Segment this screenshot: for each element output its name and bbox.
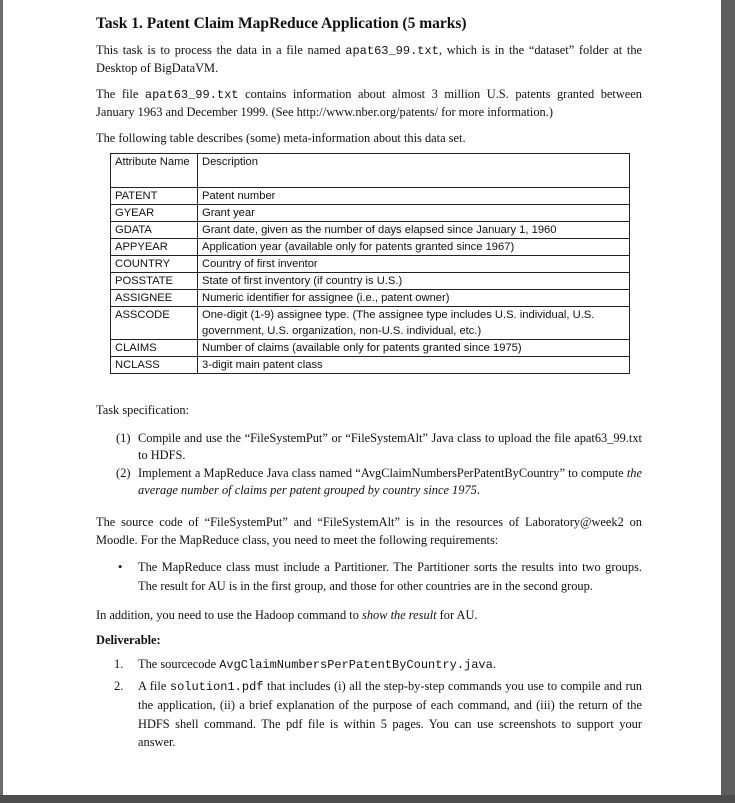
table-cell-attr: POSSTATE xyxy=(111,273,198,290)
intro-p2-filename: apat63_99.txt xyxy=(144,88,239,102)
list-item-number: (1) xyxy=(116,431,131,445)
header-attribute-name: Attribute Name xyxy=(111,154,198,188)
bullet-icon: • xyxy=(118,560,123,574)
table-cell-desc: Country of first inventor xyxy=(198,256,630,273)
requirement-text: The MapReduce class must include a Partitioner. The Partitioner sorts the results into two groups. The result for AU is in the first group, and those for other countries are in the second group. xyxy=(138,560,642,593)
document-page xyxy=(96,14,642,754)
table-row xyxy=(111,273,630,290)
table-row xyxy=(111,256,630,273)
list-item xyxy=(96,655,642,675)
table-row xyxy=(111,222,630,239)
intro-p2-text-b: contains information about almost 3 million U.S. patents granted between January 1963 and December 1999. (See http://www.nber.org/patents/ for more information.) xyxy=(96,87,642,119)
table-cell-attr: APPYEAR xyxy=(111,239,198,256)
table-row xyxy=(111,188,630,205)
table-cell-attr: CLAIMS xyxy=(111,340,198,357)
table-row xyxy=(111,340,630,357)
deliverable-heading: Deliverable: xyxy=(96,633,161,647)
intro-paragraph-1 xyxy=(96,42,642,77)
source-paragraph: The source code of “FileSystemPut” and “FileSystemAlt” is in the resources of Laboratory@week2 on Moodle. For the MapReduce class, you need to meet the following requirements: xyxy=(96,515,642,547)
meta-table xyxy=(110,153,630,374)
table-cell-attr: COUNTRY xyxy=(111,256,198,273)
addition-text-a: In addition, you need to use the Hadoop command to xyxy=(96,608,362,622)
task-title: Task 1. Patent Claim MapReduce Application (5 marks) xyxy=(96,15,467,32)
page-border-bottom xyxy=(0,795,735,803)
deliverable-list xyxy=(96,655,642,752)
table-row xyxy=(111,205,630,222)
spacer xyxy=(96,374,642,402)
table-row xyxy=(111,307,630,340)
table-cell-attr: PATENT xyxy=(111,188,198,205)
table-cell-desc: Grant date, given as the number of days elapsed since January 1, 1960 xyxy=(198,222,630,239)
table-cell-desc: 3-digit main patent class xyxy=(198,357,630,374)
table-cell-attr: GDATA xyxy=(111,222,198,239)
table-row xyxy=(111,239,630,256)
requirements-list xyxy=(96,558,642,595)
table-cell-attr: ASSCODE xyxy=(111,307,198,340)
table-cell-attr: GYEAR xyxy=(111,205,198,222)
table-row xyxy=(111,357,630,374)
table-cell-desc: Grant year xyxy=(198,205,630,222)
table-cell-desc: Number of claims (available only for patents granted since 1975) xyxy=(198,340,630,357)
table-cell-attr: NCLASS xyxy=(111,357,198,374)
intro-p1-text-a: This task is to process the data in a file named xyxy=(96,43,346,57)
list-item-text-a: Implement a MapReduce Java class named “AvgClaimNumbersPerPatentByCountry” to compute xyxy=(138,466,627,480)
list-item-text: Compile and use the “FileSystemPut” or “FileSystemAlt” Java class to upload the file apat63_99.txt to HDFS. xyxy=(138,431,642,462)
table-row xyxy=(111,290,630,307)
table-cell-desc: State of first inventory (if country is U.S.) xyxy=(198,273,630,290)
table-cell-attr: ASSIGNEE xyxy=(111,290,198,307)
addition-emphasis: show the result xyxy=(362,608,437,622)
list-item-number: 2. xyxy=(114,678,124,693)
spec-heading: Task specification: xyxy=(96,403,190,417)
table-cell-desc: One-digit (1-9) assignee type. (The assignee type includes U.S. individual, U.S. government, U.S. organization, non-U.S. individual, etc.) xyxy=(198,307,630,340)
meta-table-header xyxy=(111,154,630,188)
list-item xyxy=(96,677,642,752)
deliverable-filename: solution1.pdf xyxy=(169,679,264,694)
intro-paragraph-3: The following table describes (some) meta-information about this data set. xyxy=(96,131,466,145)
deliverable-text-a: A file xyxy=(138,678,170,693)
list-item xyxy=(96,558,642,595)
intro-p1-filename: apat63_99.txt xyxy=(345,44,439,58)
list-item-text-b: . xyxy=(476,483,480,497)
list-item xyxy=(96,465,642,499)
list-item-number: 1. xyxy=(114,657,124,671)
deliverable-text-b: that includes (i) all the step-by-step commands you use to compile and run the application, (ii) a brief explanation of the purpose of each command, and (iii) the return of the HDFS shell command. The pdf file is within 5 pages. You can use screenshots to support your answer. xyxy=(138,678,642,749)
header-description: Description xyxy=(198,154,630,188)
page-border-right xyxy=(721,0,735,803)
deliverable-text-a: The sourcecode xyxy=(138,657,220,671)
table-cell-desc: Numeric identifier for assignee (i.e., patent owner) xyxy=(198,290,630,307)
list-item-emphasis: the average number of claims per patent grouped by country since 1975 xyxy=(138,466,642,497)
list-item xyxy=(96,430,642,464)
table-cell-desc: Patent number xyxy=(198,188,630,205)
intro-p2-text-a: The file xyxy=(96,87,145,101)
intro-paragraph-2 xyxy=(96,86,642,121)
page-border-left xyxy=(0,0,3,803)
table-cell-desc: Application year (available only for patents granted since 1967) xyxy=(198,239,630,256)
intro-p1-text-b: , which is in the “dataset” folder at the Desktop of BigDataVM. xyxy=(96,43,643,75)
list-item-number: (2) xyxy=(116,466,131,480)
deliverable-text-b: . xyxy=(492,657,496,671)
addition-text-b: for AU. xyxy=(436,608,478,622)
spec-list xyxy=(96,430,642,499)
addition-paragraph xyxy=(96,607,642,624)
deliverable-filename: AvgClaimNumbersPerPatentByCountry.java xyxy=(219,658,493,672)
